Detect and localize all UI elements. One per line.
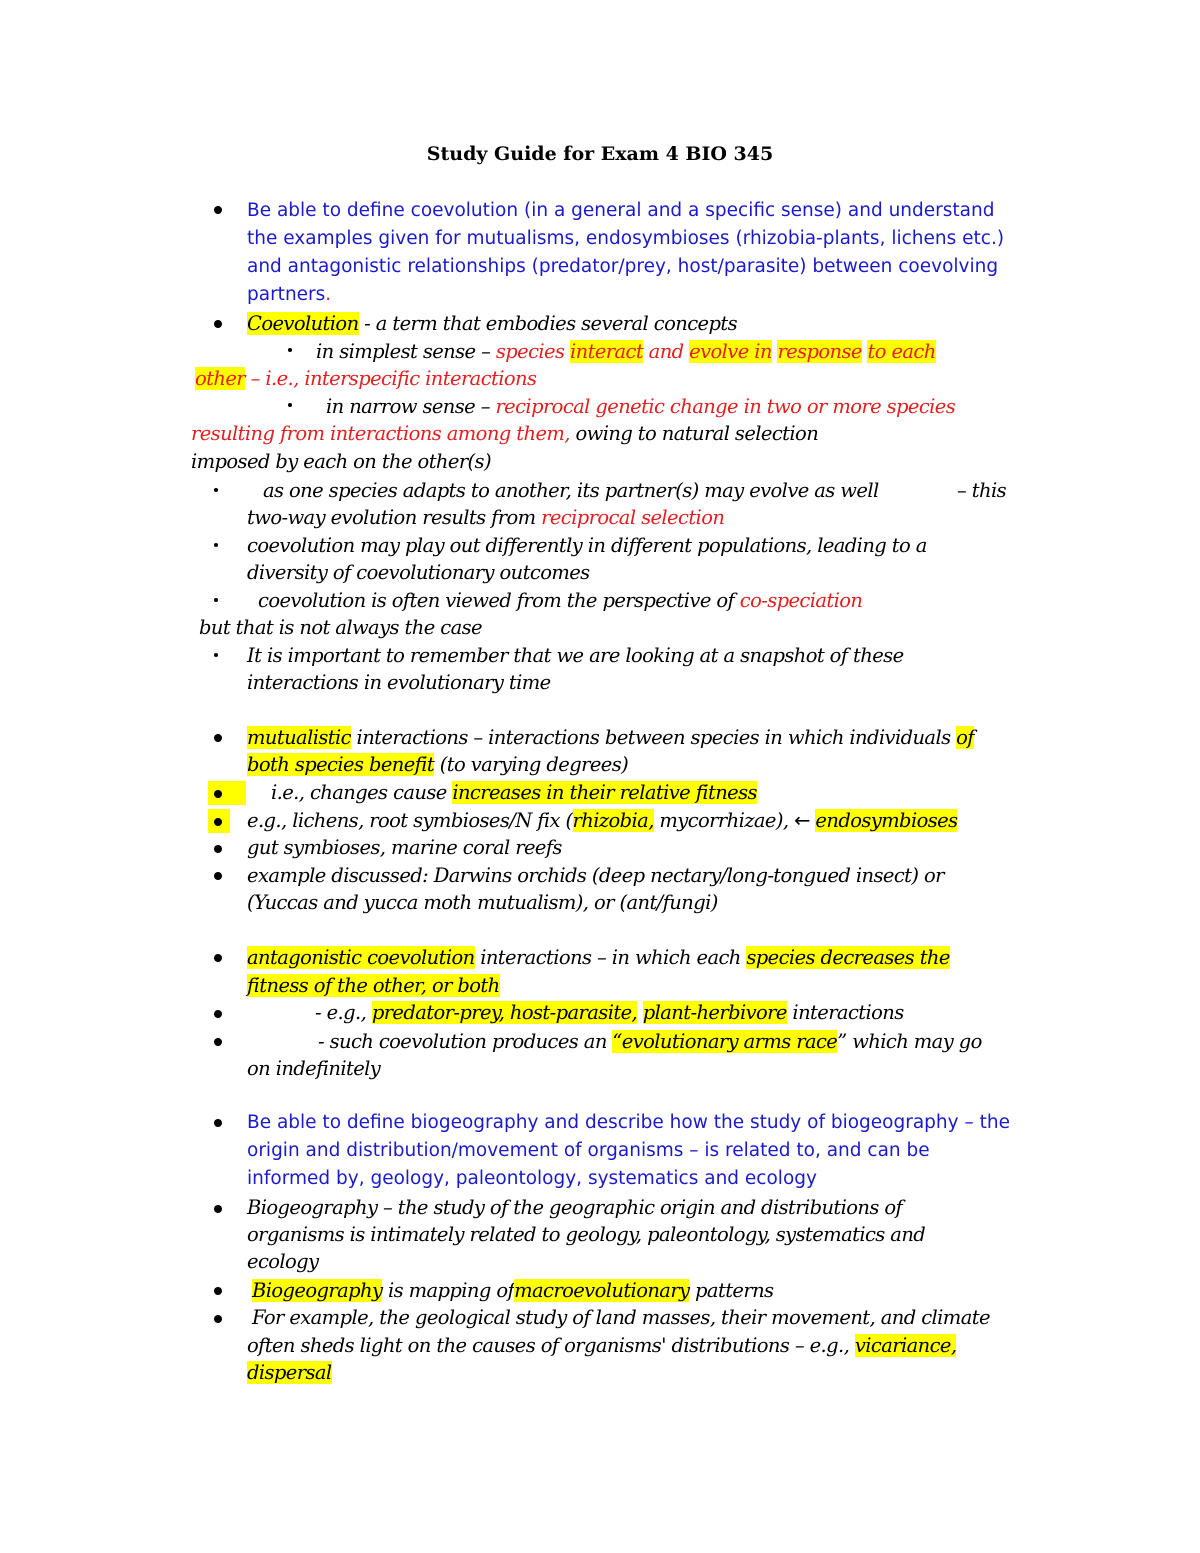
mutualistic-line-1: mutualistic interactions – interactions between species in which individuals of xyxy=(247,726,974,749)
eg-predator-line: - e.g., predator-prey, host-parasite, plant-herbivore interactions xyxy=(315,1001,904,1024)
bullet xyxy=(214,845,222,853)
bullet xyxy=(214,488,218,492)
snapshot-line-1: It is important to remember that we are looking at a snapshot of these xyxy=(247,644,904,667)
biogeo-definition-line-3: ecology xyxy=(247,1250,319,1273)
bullet xyxy=(214,1119,222,1127)
differently-line-2: diversity of coevolutionary outcomes xyxy=(247,561,590,584)
adapts-line: as one species adapts to another, its partner(s) may evolve as well xyxy=(263,479,879,502)
geology-example-line-2: often sheds light on the causes of organisms' distributions – e.g., vicariance, xyxy=(247,1334,957,1357)
example-line-1: example discussed: Darwins orchids (deep nectary/long-tongued insect) or xyxy=(247,864,944,887)
narrow-sense-line-2: resulting from interactions among them, owing to natural selection xyxy=(191,422,819,445)
simplest-sense-line: in simplest sense – species interact and evolve in response to each xyxy=(316,340,936,363)
term-coevolution: Coevolution xyxy=(247,312,359,335)
bullet xyxy=(214,1010,222,1018)
bullet xyxy=(214,734,222,742)
adapts-line-this: – this xyxy=(957,479,1006,502)
bullet xyxy=(214,818,222,826)
bullet xyxy=(214,206,222,214)
narrow-sense-line-3: imposed by each on the other(s) xyxy=(191,450,491,473)
objective-coevolution-line-3: and antagonistic relationships (predator/prey, host/parasite) between coevolving xyxy=(247,256,999,277)
simplest-sense-line-2: other – i.e., interspecific interactions xyxy=(195,367,537,390)
objective-biogeography-line-2: origin and distribution/movement of organisms – is related to, and can be xyxy=(247,1140,930,1161)
two-way-line: two-way evolution results from reciprocal selection xyxy=(247,506,725,529)
biogeo-definition-line-1: Biogeography – the study of the geographic origin and distributions of xyxy=(247,1196,903,1219)
gut-line: gut symbioses, marine coral reefs xyxy=(247,836,562,859)
mapping-line: Biogeography is mapping ofmacroevolutionary patterns xyxy=(252,1279,774,1302)
bullet xyxy=(214,872,222,880)
geology-example-line-3: dispersal xyxy=(247,1361,332,1384)
bullet xyxy=(214,653,218,657)
antagonistic-line-1: antagonistic coevolution interactions – in which each species decreases the xyxy=(247,946,950,969)
perspective-line: coevolution is often viewed from the perspective of co-speciation xyxy=(258,589,863,612)
bullet xyxy=(214,598,218,602)
page-title: Study Guide for Exam 4 BIO 345 xyxy=(426,143,774,165)
bullet xyxy=(214,543,218,547)
coevolution-definition: Coevolution - a term that embodies several concepts xyxy=(247,312,737,335)
objective-coevolution-line-4: partners. xyxy=(247,284,332,305)
left-arrow-icon: ← xyxy=(794,809,810,832)
not-always-line: but that is not always the case xyxy=(199,616,482,639)
bullet xyxy=(214,1205,222,1213)
bullet xyxy=(288,403,292,407)
objective-biogeography-line-1: Be able to define biogeography and describe how the study of biogeography – the xyxy=(247,1112,1010,1133)
mutualistic-line-2: both species benefit (to varying degrees) xyxy=(247,753,629,776)
example-line-2: (Yuccas and yucca moth mutualism), or (ant/fungi) xyxy=(247,891,718,914)
bullet xyxy=(214,1315,222,1323)
geology-example-line-1: For example, the geological study of land masses, their movement, and climate xyxy=(252,1306,990,1329)
objective-biogeography-line-3: informed by, geology, paleontology, systematics and ecology xyxy=(247,1168,817,1189)
ie-changes-line: i.e., changes cause increases in their relative fitness xyxy=(271,781,757,804)
bullet xyxy=(214,1038,222,1046)
bullet xyxy=(214,790,222,798)
differently-line-1: coevolution may play out differently in different populations, leading to a xyxy=(247,534,927,557)
objective-coevolution-line-1: Be able to define coevolution (in a general and a specific sense) and understand xyxy=(247,200,995,221)
antagonistic-line-2: fitness of the other, or both xyxy=(247,974,500,997)
bullet xyxy=(288,348,292,352)
arms-race-line: - such coevolution produces an “evolutionary arms race” which may go xyxy=(318,1030,982,1053)
bullet xyxy=(214,1287,222,1295)
biogeo-definition-line-2: organisms is intimately related to geology, paleontology, systematics and xyxy=(247,1223,926,1246)
bullet xyxy=(214,320,222,328)
narrow-sense-line: in narrow sense – reciprocal genetic change in two or more species xyxy=(326,395,956,418)
bullet xyxy=(214,954,222,962)
snapshot-line-2: interactions in evolutionary time xyxy=(247,671,551,694)
indefinitely-line: on indefinitely xyxy=(247,1057,381,1080)
objective-coevolution-line-2: the examples given for mutualisms, endosymbioses (rhizobia-plants, lichens etc.) xyxy=(247,228,1005,249)
lichens-line: e.g., lichens, root symbioses/N fix (rhizobia, mycorrhizae), ← endosymbioses xyxy=(247,809,958,832)
